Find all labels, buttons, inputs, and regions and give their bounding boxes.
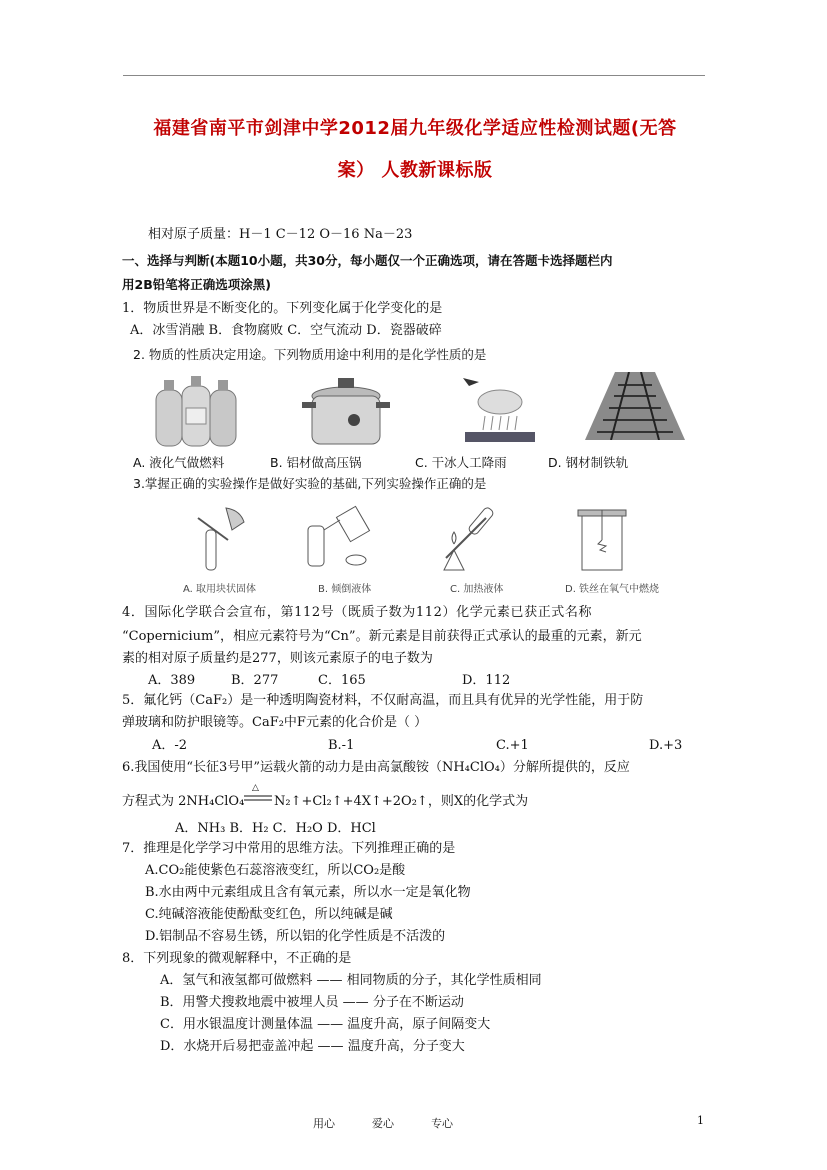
q5-option-a: A．-2 bbox=[152, 738, 188, 753]
q4-option-a: A．389 bbox=[148, 673, 196, 688]
q6-line1: 6.我国使用“长征3号甲”运载火箭的动力是由高氯酸铵（NH₄ClO₄）分解所提供的，反应 bbox=[122, 760, 630, 775]
iron-wire-oxygen-image bbox=[570, 500, 640, 575]
header-rule bbox=[123, 75, 705, 76]
q4-line3: 素的相对原子质量约是277，则该元素原子的电子数为 bbox=[122, 651, 433, 666]
footer-text-1: 用心 bbox=[313, 1117, 335, 1130]
q6-heat-symbol: △ bbox=[252, 783, 259, 793]
railway-track-image bbox=[585, 372, 685, 440]
q2-option-c: C. 干冰人工降雨 bbox=[415, 455, 507, 470]
q4-line2: “Copernicium”，相应元素符号为“Cn”。新元素是目前获得正式承认的最重的元素，新元 bbox=[122, 629, 642, 644]
q6-equals-sign bbox=[244, 794, 272, 802]
solid-sampling-image bbox=[188, 500, 258, 575]
q8-stem: 8．下列现象的微观解释中，不正确的是 bbox=[122, 951, 352, 966]
section-heading: 一、选择与判断(本题10小题，共30分，每小题仅一个正确选项，请在答题卡选择题栏内 bbox=[122, 253, 613, 268]
q4-option-d: D．112 bbox=[462, 673, 511, 688]
gas-cylinders-image bbox=[150, 372, 242, 450]
q3-caption-a: A. 取用块状固体 bbox=[183, 584, 257, 595]
q5-line2: 弹玻璃和防护眼镜等。CaF₂中F元素的化合价是（ ） bbox=[122, 715, 428, 730]
page-number: 1 bbox=[697, 1114, 704, 1127]
q6-equation-right: N₂↑+Cl₂↑+4X↑+2O₂↑，则X的化学式为 bbox=[274, 794, 529, 809]
q3-caption-d: D. 铁丝在氧气中燃烧 bbox=[565, 584, 660, 595]
q8-option-a: A．氢气和液氢都可做燃料 —— 相同物质的分子，其化学性质相同 bbox=[160, 973, 542, 988]
q8-option-d: D．水烧开后易把壶盖冲起 —— 温度升高，分子变大 bbox=[160, 1039, 465, 1054]
q2-option-d: D. 钢材制铁轨 bbox=[548, 455, 629, 470]
q6-options: A．NH₃ B．H₂ C．H₂O D．HCl bbox=[175, 821, 376, 836]
q7-option-b: B.水由两中元素组成且含有氧元素，所以水一定是氧化物 bbox=[145, 885, 471, 900]
q3-caption-b: B. 倾倒液体 bbox=[318, 584, 372, 595]
cloud-seeding-image bbox=[455, 372, 545, 444]
q5-option-d: D.+3 bbox=[649, 738, 683, 753]
q7-option-c: C.纯碱溶液能使酚酞变红色，所以纯碱是碱 bbox=[145, 907, 393, 922]
q8-option-b: B．用警犬搜救地震中被埋人员 —— 分子在不断运动 bbox=[160, 995, 464, 1010]
q1-options: A．冰雪消融 B．食物腐败 C．空气流动 D．瓷器破碎 bbox=[130, 323, 442, 338]
q7-option-a: A.CO₂能使紫色石蕊溶液变红，所以CO₂是酸 bbox=[145, 863, 406, 878]
page-title-line1: 福建省南平市剑津中学2012届九年级化学适应性检测试题(无答 bbox=[153, 118, 677, 139]
q4-line1: 4．国际化学联合会宣布，第112号（既质子数为112）化学元素已获正式名称 bbox=[122, 605, 593, 620]
q5-line1: 5．氟化钙（CaF₂）是一种透明陶瓷材料，不仅耐高温，而且具有优异的光学性能，用于防 bbox=[122, 693, 644, 708]
heating-liquid-image bbox=[432, 500, 512, 575]
atomic-mass-note: 相对原子质量：H－1 C－12 O－16 Na－23 bbox=[148, 227, 413, 242]
page-title-line2: 案） 人教新课标版 bbox=[337, 160, 493, 181]
q1-stem: 1．物质世界是不断变化的。下列变化属于化学变化的是 bbox=[122, 301, 443, 316]
q2-option-a: A. 液化气做燃料 bbox=[133, 455, 225, 470]
q5-option-b: B.-1 bbox=[328, 738, 355, 753]
q2-option-b: B. 铝材做高压锅 bbox=[270, 455, 362, 470]
pressure-cooker-image bbox=[300, 372, 392, 452]
q4-option-c: C．165 bbox=[318, 673, 366, 688]
q3-caption-c: C. 加热液体 bbox=[450, 584, 504, 595]
q7-option-d: D.铝制品不容易生锈，所以铝的化学性质是不活泼的 bbox=[145, 929, 446, 944]
footer-text-2: 爱心 bbox=[372, 1117, 394, 1130]
pouring-liquid-image bbox=[300, 500, 390, 575]
footer-text-3: 专心 bbox=[431, 1117, 453, 1130]
q2-stem: 2. 物质的性质决定用途。下列物质用途中利用的是化学性质的是 bbox=[133, 347, 487, 362]
q3-stem: 3.掌握正确的实验操作是做好实验的基础,下列实验操作正确的是 bbox=[133, 476, 487, 491]
section-heading-cont: 用2B铅笔将正确选项涂黑) bbox=[122, 277, 271, 292]
q4-option-b: B．277 bbox=[231, 673, 279, 688]
q6-equation-left: 方程式为 2NH₄ClO₄ bbox=[122, 794, 245, 809]
q7-stem: 7．推理是化学学习中常用的思维方法。下列推理正确的是 bbox=[122, 841, 456, 856]
q5-option-c: C.+1 bbox=[496, 738, 529, 753]
q8-option-c: C．用水银温度计测量体温 —— 温度升高，原子间隔变大 bbox=[160, 1017, 491, 1032]
